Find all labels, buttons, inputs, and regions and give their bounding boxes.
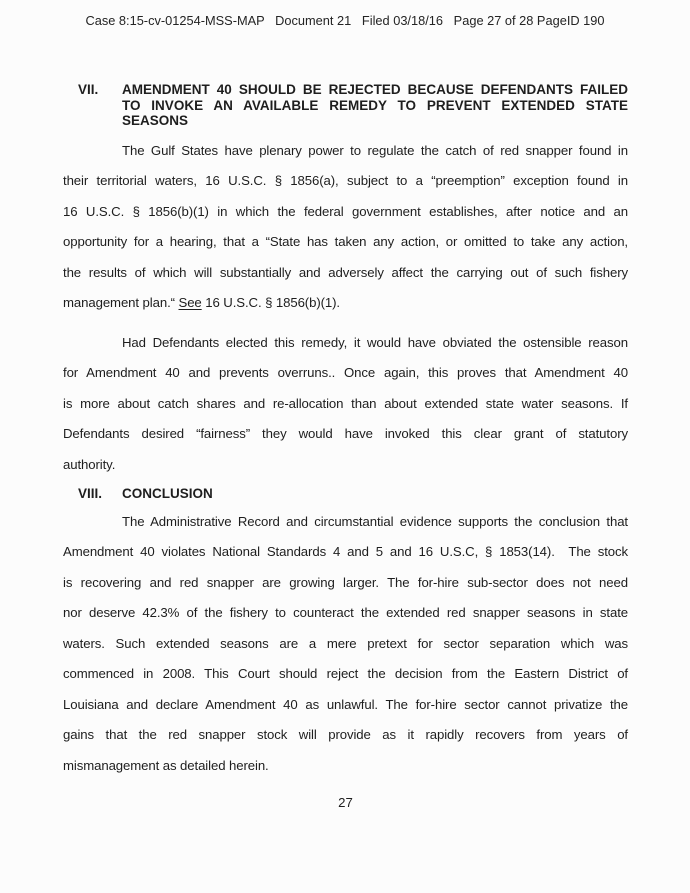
text-segment: SEASONS	[122, 113, 189, 128]
text-segment: TO INVOKE AN AVAILABLE REMEDY TO PREVENT EXTENDED STATE	[122, 97, 628, 113]
text-line	[63, 419, 628, 450]
text-line	[63, 629, 628, 660]
case-header-stamp: Case 8:15-cv-01254-MSS-MAP Document 21 Filed 03/18/16 Page 27 of 28 PageID 190	[85, 13, 605, 28]
underlined-citation-signal: See	[178, 295, 202, 310]
text-segment: 16 U.S.C. § 1856(b)(1).	[201, 295, 341, 310]
text-segment: the results of which will substantially and adversely affect the carrying out of such fishery	[63, 264, 628, 280]
text-line	[63, 751, 628, 782]
text-segment: for Amendment 40 and prevents overruns.. Once again, this proves that Amendment 40	[63, 365, 628, 380]
text-segment: Defendants desired “fairness” they would have invoked this clear grant of statutory	[63, 426, 628, 441]
text-line	[63, 450, 628, 481]
text-line	[63, 288, 628, 319]
heading-line	[122, 113, 628, 129]
section-viii-heading	[63, 486, 628, 502]
heading-line	[122, 486, 628, 502]
section-number: VII.	[78, 82, 99, 97]
text-line	[63, 389, 628, 420]
text-segment: Had Defendants elected this remedy, it would have obviated the ostensible reason	[122, 334, 628, 350]
text-line	[63, 358, 628, 389]
text-segment: management plan.“	[63, 295, 179, 310]
text-segment: CONCLUSION	[122, 486, 213, 501]
text-segment: 16 U.S.C. § 1856(b)(1) in which the federal government establishes, after notice and an	[63, 203, 628, 219]
text-segment: authority.	[63, 456, 116, 472]
text-segment: AMENDMENT 40 SHOULD BE REJECTED BECAUSE DEFENDANTS FAILED	[122, 82, 628, 97]
sections-container	[63, 82, 628, 781]
text-line	[63, 598, 628, 629]
heading-line	[122, 82, 628, 98]
text-segment: is recovering and red snapper are growing larger. The for-hire sub-sector does not need	[63, 574, 628, 590]
text-line	[63, 659, 628, 690]
section-number: VIII.	[78, 486, 103, 501]
text-segment: Amendment 40 violates National Standards 4 and 5 and 16 U.S.C, § 1853(14). The stock	[63, 544, 628, 559]
text-segment: waters. Such extended seasons are a mere pretext for sector separation which was	[63, 635, 628, 651]
text-line	[63, 136, 628, 167]
text-segment: mismanagement as detailed herein.	[63, 757, 269, 773]
paragraph-conclusion	[63, 507, 628, 782]
text-segment: gains that the red snapper stock will provide as it rapidly recovers from years of	[63, 727, 628, 742]
paragraph-gulf-states	[63, 136, 628, 319]
text-line	[63, 507, 628, 538]
section-heading-text	[122, 82, 628, 129]
text-line	[63, 720, 628, 751]
section-heading-text	[122, 486, 628, 502]
text-segment: nor deserve 42.3% of the fishery to counteract the extended red snapper seasons in state	[63, 605, 628, 620]
text-line	[63, 227, 628, 258]
heading-line	[122, 98, 628, 114]
text-segment: is more about catch shares and re-allocation than about extended state water seasons. If	[63, 395, 628, 411]
text-segment: opportunity for a hearing, that a “State has taken any action, or omitted to take any action,	[63, 234, 628, 249]
page-number: 27	[338, 795, 353, 810]
text-segment: Louisiana and declare Amendment 40 as unlawful. The for-hire sector cannot privatize the	[63, 696, 628, 712]
section-vii-heading	[63, 82, 628, 129]
text-line	[63, 568, 628, 599]
text-line	[63, 258, 628, 289]
document-body	[63, 82, 628, 810]
text-segment: The Gulf States have plenary power to regulate the catch of red snapper found in	[122, 142, 628, 158]
text-segment: The Administrative Record and circumstantial evidence supports the conclusion that	[122, 513, 628, 529]
paragraph-had-defendants	[63, 328, 628, 481]
text-line	[63, 690, 628, 721]
text-segment: their territorial waters, 16 U.S.C. § 1856(a), subject to a “preemption” exception found in	[63, 173, 628, 188]
text-line	[63, 328, 628, 359]
text-line	[63, 197, 628, 228]
text-line	[63, 166, 628, 197]
text-segment: commenced in 2008. This Court should reject the decision from the Eastern District of	[63, 666, 628, 681]
text-line	[63, 537, 628, 568]
